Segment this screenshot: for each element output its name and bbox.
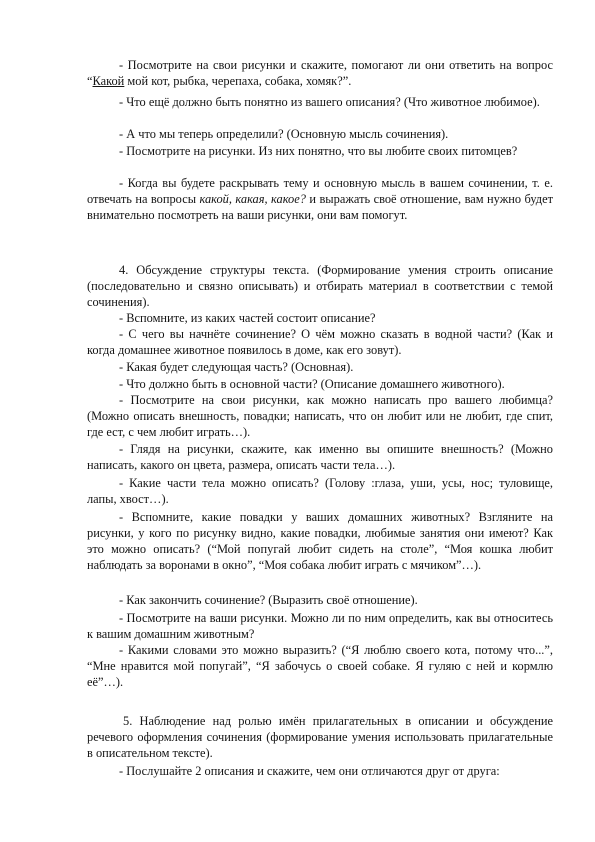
question-intro: - С чего вы начнёте сочинение? О чём можно сказать в водной части? (Как и когда домашнее животное появилось в доме, как его зовут).: [87, 327, 553, 357]
paragraph-main-idea: - А что мы теперь определили? (Основную мысль сочинения).: [119, 127, 449, 141]
section-4-heading: 4. Обсуждение структуры текста. (Формирование умения строить описание (последовательно и связно описывать) и отбирать материал в соответствии с темой сочинения).: [87, 263, 553, 309]
question-words: - Какими словами это можно выразить? (“Я люблю своего кота, потому что...”, “Мне нравится мой попугай”, “Я забочусь о своей собаке. Я гуляю с ней и кормлю её”…).: [87, 643, 553, 689]
question-appearance: - Глядя на рисунки, скажите, как именно вы опишите внешность? (Можно написать, какого он цвета, размера, описать части тела…).: [87, 442, 553, 472]
paragraph-drawings-question: - Посмотрите на свои рисунки и скажите, помогают ли они ответить на вопрос “Какой мой кот, рыбка, черепаха, собака, хомяк?”.: [87, 58, 553, 88]
paragraph-pets: - Посмотрите на рисунки. Из них понятно, что вы любите своих питомцев?: [119, 144, 518, 158]
paragraph-description: - Что ещё должно быть понятно из вашего описания? (Что животное любимое).: [119, 95, 540, 109]
question-ending: - Как закончить сочинение? (Выразить своё отношение).: [119, 593, 418, 607]
question-favorite: - Посмотрите на свои рисунки, как можно написать про вашего любимца? (Можно описать внешность, повадки; написать, что он любит или не любит, где спит, где ест, с чем любит играть…).: [87, 393, 553, 439]
section-5-heading: 5. Наблюдение над ролью имён прилагательных в описании и обсуждение речевого оформления сочинения (формирование умения использовать прилагательные в описательном тексте).: [87, 714, 553, 760]
question-parts: - Вспомните, из каких частей состоит описание?: [119, 311, 376, 325]
question-listen: - Послушайте 2 описания и скажите, чем они отличаются друг от друга:: [119, 764, 500, 778]
question-habits: - Вспомните, какие повадки у ваших домашних животных? Взгляните на рисунки, у кого по рисунку видно, какие повадки, любимые занятия они имеют? Как это можно описать? (“Мой попугай любит сидеть на столе”, “Моя кошка любит наблюдать за воронами в окно”, “Моя собака любит играть с мячиком”…).: [87, 510, 553, 572]
italic-questions: какой, какая, какое?: [199, 191, 306, 206]
question-body-parts: - Какие части тела можно описать? (Голову :глаза, уши, усы, нос; туловище, лапы, хвост…).: [87, 476, 553, 506]
question-attitude: - Посмотрите на ваши рисунки. Можно ли по ним определить, как вы относитесь к вашим домашним животным?: [87, 611, 553, 641]
paragraph-theme: - Когда вы будете раскрывать тему и основную мысль в вашем сочинении, т. е. отвечать на вопросы какой, какая, какое? и выражать своё отношение, вам нужно будет внимательно посмотреть на ваши рисунки, они вам помогут.: [87, 176, 553, 222]
question-main-part: - Что должно быть в основной части? (Описание домашнего животного).: [119, 377, 505, 391]
question-next-part: - Какая будет следующая часть? (Основная).: [119, 360, 354, 374]
underlined-word: Какой: [92, 73, 125, 88]
